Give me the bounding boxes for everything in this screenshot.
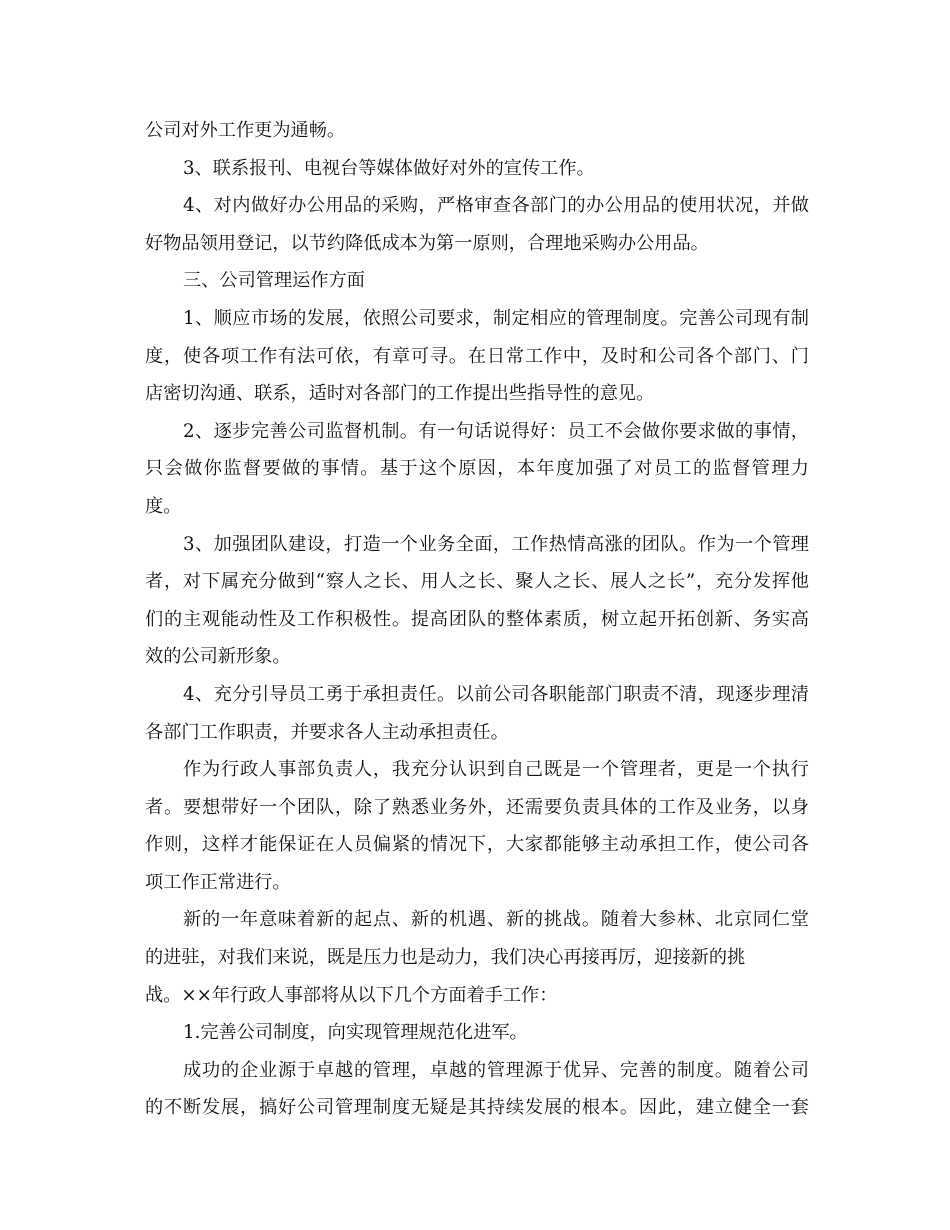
- text-line: 作则，这样才能保证在人员偏紧的情况下，大家都能够主动承担工作，使公司各: [145, 834, 809, 856]
- text-line: 度。: [145, 495, 182, 517]
- document-body: [145, 112, 809, 1127]
- text-line: 3、联系报刊、电视台等媒体做好对外的宣传工作。: [183, 157, 595, 179]
- text-line: 4、对内做好办公用品的采购，严格审查各部门的办公用品的使用状况，并做: [183, 195, 809, 217]
- text-line: 的进驻，对我们来说，既是压力也是动力，我们决心再接再厉，迎接新的挑: [145, 947, 746, 969]
- text-line: 者，对下属充分做到“察人之长、用人之长、聚人之长、展人之长”，充分发挥他: [145, 571, 809, 593]
- text-line: 3、加强团队建设，打造一个业务全面，工作热情高涨的团队。作为一个管理: [183, 533, 809, 555]
- text-line: 的不断发展，搞好公司管理制度无疑是其持续发展的根本。因此，建立健全一套: [145, 1097, 809, 1119]
- text-line: 度，使各项工作有法可依，有章可寻。在日常工作中，及时和公司各个部门、门: [145, 345, 809, 367]
- text-line: 好物品领用登记，以节约降低成本为第一原则，合理地采购办公用品。: [145, 232, 709, 254]
- text-line: 1.完善公司制度，向实现管理规范化进军。: [183, 1022, 528, 1044]
- text-line: 战。××年行政人事部将从以下几个方面着手工作：: [145, 984, 558, 1006]
- text-line: 公司对外工作更为通畅。: [145, 120, 346, 141]
- text-line: 三、公司管理运作方面: [183, 270, 365, 292]
- text-line: 者。要想带好一个团队，除了熟悉业务外，还需要负责具体的工作及业务，以身: [145, 796, 809, 818]
- text-line: 各部门工作职责，并要求各人主动承担责任。: [145, 721, 509, 743]
- text-line: 2、逐步完善公司监督机制。有一句话说得好：员工不会做你要求做的事情，: [183, 420, 809, 442]
- text-line: 4、充分引导员工勇于承担责任。以前公司各职能部门职责不清，现逐步理清: [183, 683, 809, 705]
- text-line: 1、顺应市场的发展，依照公司要求，制定相应的管理制度。完善公司现有制: [183, 307, 809, 329]
- text-line: 们的主观能动性及工作积极性。提高团队的整体素质，树立起开拓创新、务实高: [145, 608, 809, 630]
- text-line: 只会做你监督要做的事情。基于这个原因，本年度加强了对员工的监督管理力: [145, 458, 809, 480]
- text-line: 项工作正常进行。: [145, 871, 291, 893]
- text-line: 店密切沟通、联系，适时对各部门的工作提出些指导性的意见。: [145, 383, 655, 405]
- text-line: 作为行政人事部负责人，我充分认识到自己既是一个管理者，更是一个执行: [183, 759, 809, 781]
- text-line: 效的公司新形象。: [145, 646, 291, 668]
- text-line: 新的一年意味着新的起点、新的机遇、新的挑战。随着大参林、北京同仁堂: [183, 909, 809, 931]
- text-line: 成功的企业源于卓越的管理，卓越的管理源于优异、完善的制度。随着公司: [183, 1059, 809, 1081]
